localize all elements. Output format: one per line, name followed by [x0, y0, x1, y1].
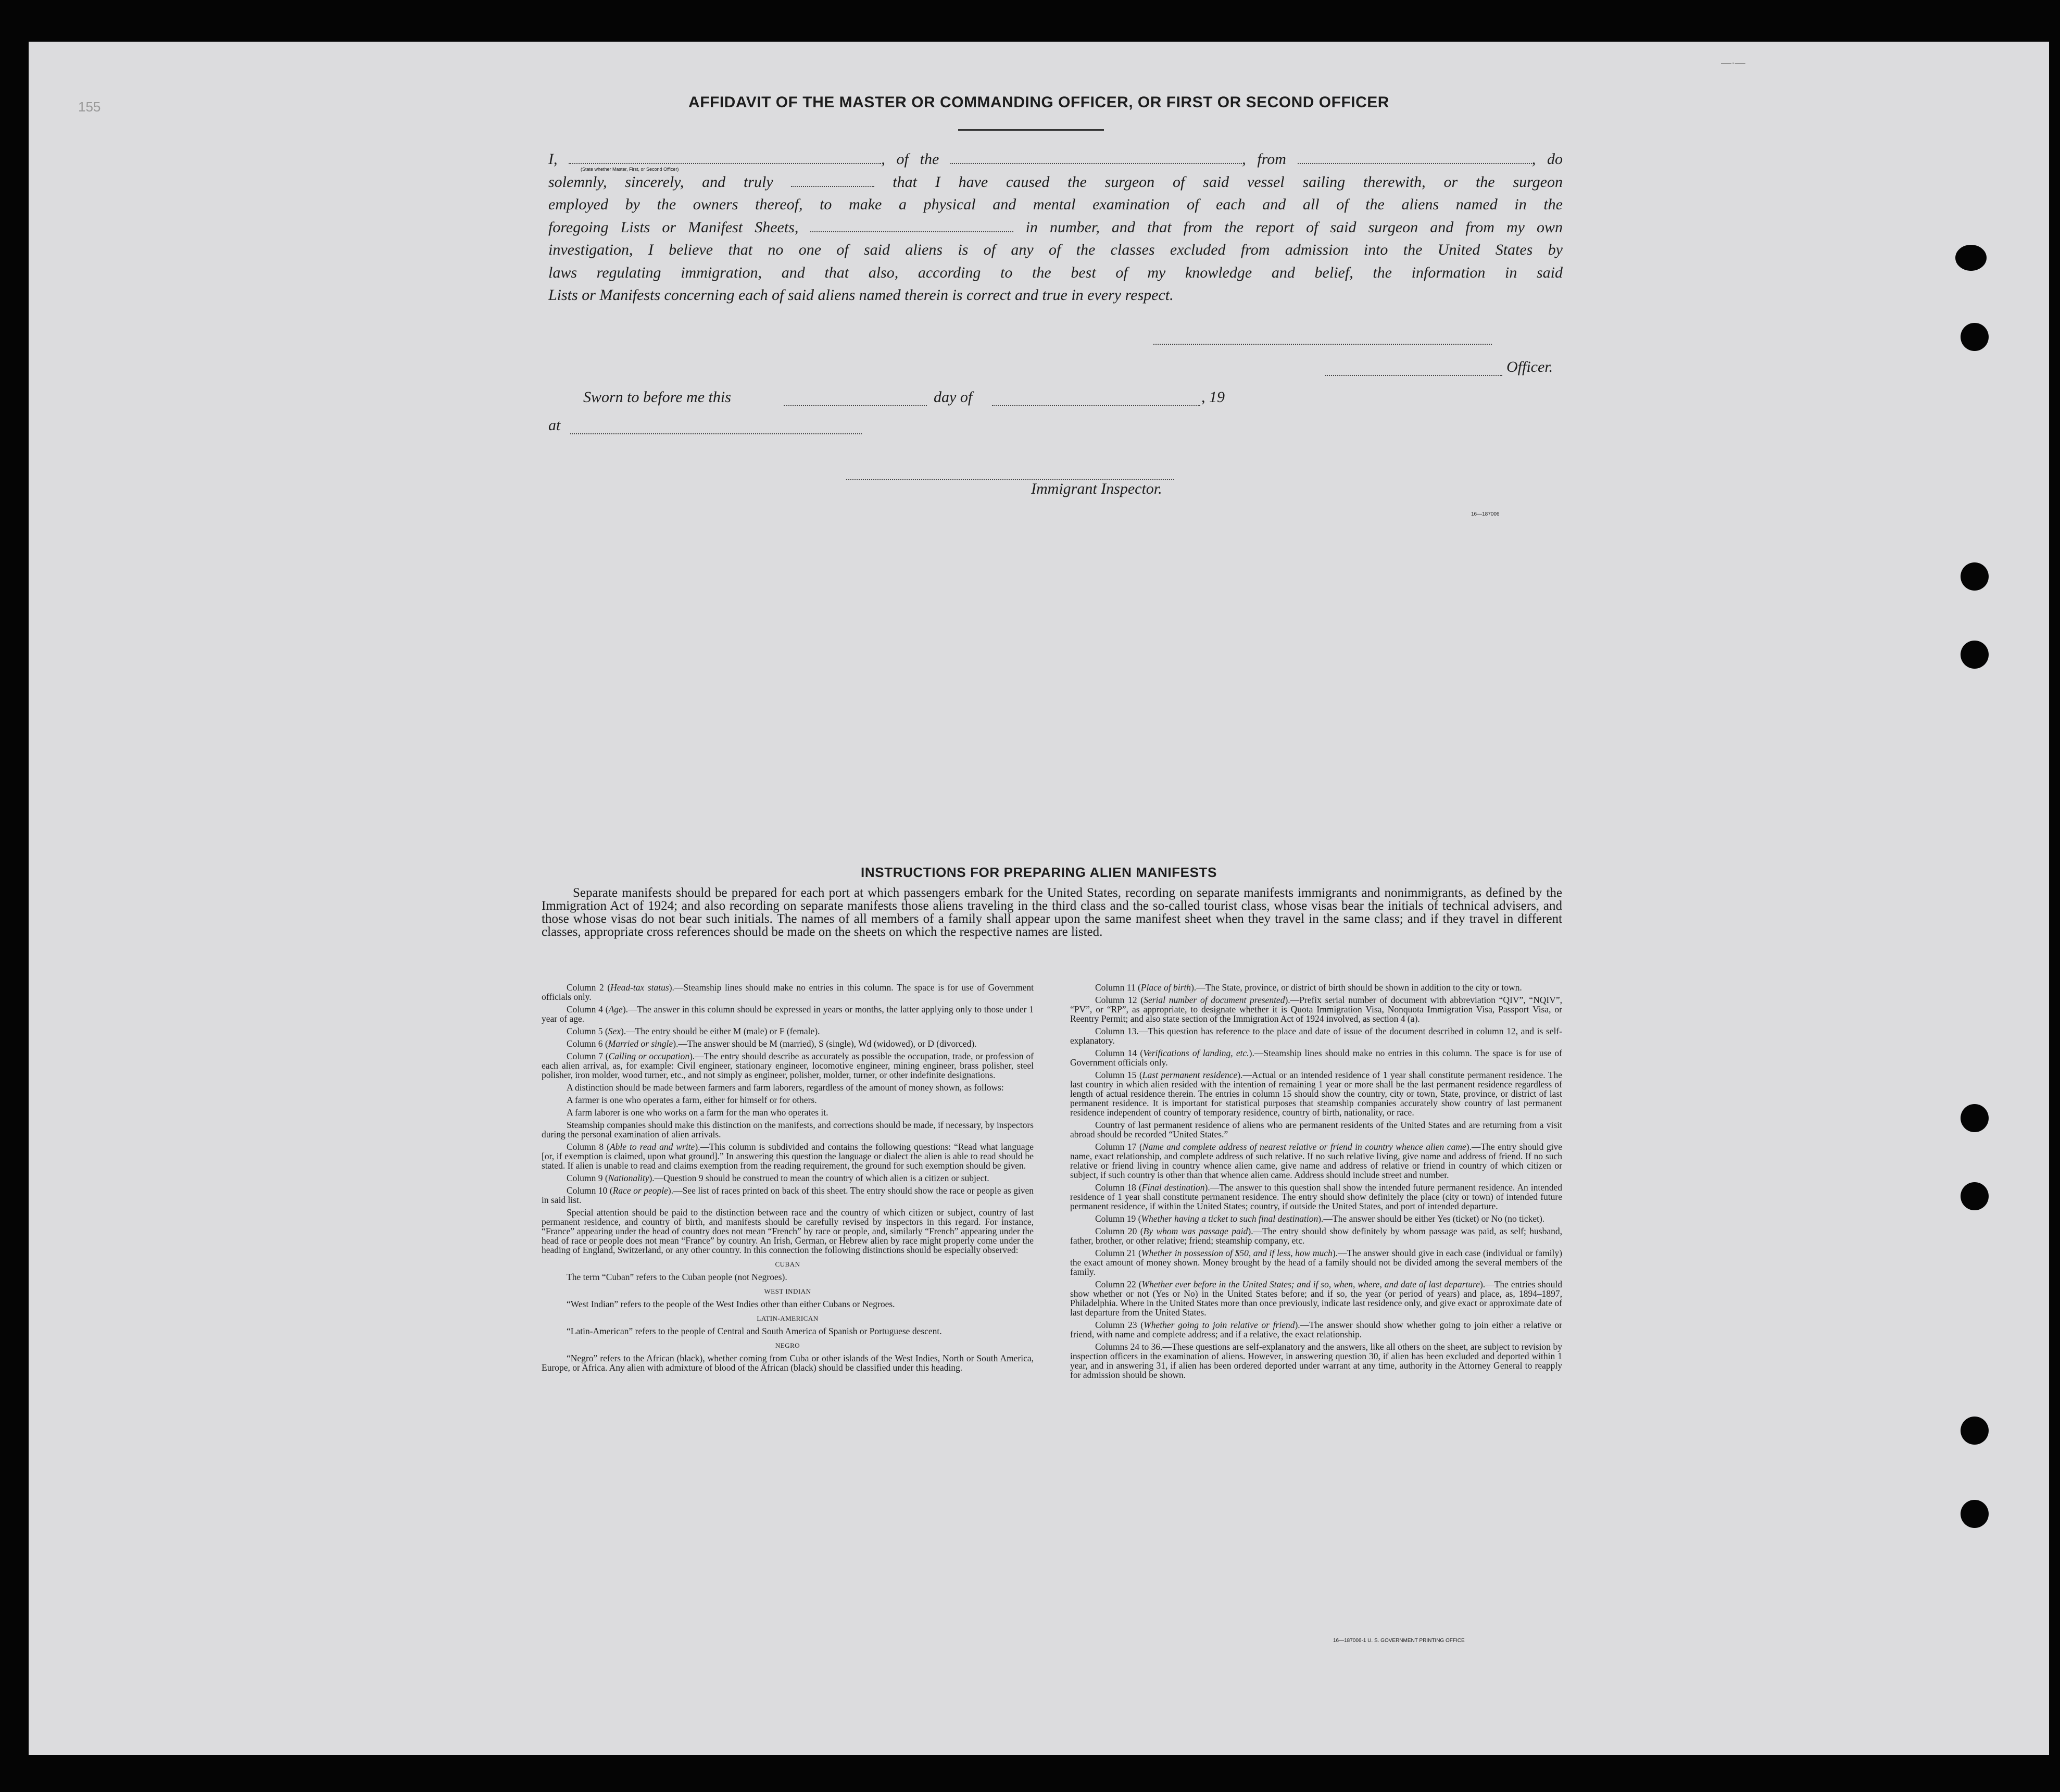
- instruction-rest: Special attention should be paid to the distinction between race and the country of which citizen or subject, country of last permanent residence, and country of birth, and manifests should be carefully revised by inspectors in this regard. For instance, “France” appearing under the head of country does not mean “French” by race or people, and, similarly “French” appearing under the head of race or people does not mean “France” by country. An Irish, German, or Hebrew alien by race might properly come under the heading of England, Switzerland, or any other country. In this connection the following distinctions should be especially observed:: [542, 1207, 1034, 1255]
- punch-hole: [1961, 1182, 1989, 1210]
- sworn-label: Sworn to before me this: [583, 389, 731, 406]
- instruction-lead: Column 21 (: [1095, 1248, 1141, 1258]
- instruction-entry: [542, 1108, 1034, 1117]
- affidavit-word: , do: [1531, 151, 1563, 168]
- instruction-em: Head-tax status: [610, 982, 669, 993]
- corner-mark: —·—: [1721, 57, 1745, 69]
- instruction-entry: [1070, 1226, 1562, 1245]
- officer-type-note: (State whether Master, First, or Second Officer): [581, 167, 679, 172]
- instruction-rest: ).—The entry should describe as accurately as possible the occupation, trade, or profession of each alien arrival, as, for example: Civil engineer, stationary engineer, locomotive engineer, mining engineer, brass polisher, steel polisher, iron molder, wood turner, etc., and not simply as engineer, polisher, molder, turner, or other indefinite designations.: [542, 1051, 1034, 1080]
- vessel-field[interactable]: [950, 149, 1242, 164]
- instruction-lead: Column 9 (: [567, 1173, 608, 1183]
- instruction-em: Whether having a ticket to such final destination: [1141, 1213, 1318, 1224]
- title-rule: [958, 129, 1104, 131]
- punch-hole: [1961, 1417, 1989, 1445]
- race-heading: WEST INDIAN: [764, 1287, 811, 1295]
- affidavit-text: [548, 148, 1563, 307]
- document-page: [29, 42, 2049, 1755]
- instruction-entry: [542, 1026, 1034, 1036]
- instruction-rest: Column 13.—This question has reference to the place and date of issue of the document described in column 12, and is self-explanatory.: [1070, 1026, 1562, 1046]
- instruction-entry: [542, 1005, 1034, 1023]
- instruction-em: Whether in possession of $50, and if less, how much: [1141, 1248, 1333, 1258]
- affidavit-line: laws regulating immigration, and that also, according to the best of my knowledge and belief, the information in said: [548, 264, 1563, 281]
- instruction-em: Place of birth: [1140, 982, 1191, 993]
- instruction-entry: [542, 983, 1034, 1001]
- instruction-rest: ).—Actual or an intended residence of 1 year shall constitute permanent residence. The last country in which alien resided with the intention of remaining 1 year or more shall be the last permanent residence regardless of length of actual residence therein. The entries in column 15 should show the country, city or town, State, province, or district of last permanent residence. It is important for statistical purposes that steamship companies accurately show country of last permanent residence independent of country of temporary residence, country of birth, nationality, or race.: [1070, 1070, 1563, 1118]
- affidavit-line: solemnly, sincerely, and truly: [548, 173, 773, 191]
- instruction-rest: A distinction should be made between farmers and farm laborers, regardless of the amount of money shown, as follows:: [567, 1082, 1004, 1093]
- instruction-entry: [542, 1142, 1034, 1170]
- signature-line[interactable]: [1153, 344, 1492, 345]
- instruction-rest: Country of last permanent residence of aliens who are permanent residents of the United States and are returning from a visit abroad should be recorded “United States.”: [1070, 1120, 1562, 1139]
- instruction-rest: ).—The entry should be either M (male) or F (female).: [621, 1026, 820, 1036]
- instruction-em: By whom was passage paid: [1143, 1226, 1248, 1236]
- instruction-rest: ).—Prefix serial number of document with abbreviation “QIV”, “NQIV”, “PV”, or “RP”, as appropriate, to designate whether it is Quota Immigration Visa, Nonquota Immigration Visa, Passport Visa, or Reentry Permit; and also state section of the Immigration Act of 1924 involved, as section 4 (a).: [1070, 995, 1562, 1024]
- instructions-right-column: [1070, 983, 1562, 1383]
- instruction-em: Sex: [608, 1026, 621, 1036]
- instruction-lead: Column 20 (: [1095, 1226, 1144, 1236]
- race-definition: “West Indian” refers to the people of the West Indies other than either Cubans or Negroes.: [567, 1299, 895, 1309]
- instruction-lead: Column 14 (: [1095, 1048, 1144, 1058]
- instruction-entry: [542, 1120, 1034, 1139]
- form-number: 16—187006: [1471, 511, 1500, 517]
- officer-name-field[interactable]: [569, 149, 881, 164]
- punch-hole: [1961, 641, 1989, 669]
- instruction-entry: [1070, 995, 1562, 1023]
- affidavit-line: employed by the owners thereof, to make a physical and mental examination of each and all of the aliens named in the: [548, 196, 1563, 213]
- at-label: at: [548, 417, 561, 434]
- instruction-em: Last permanent residence: [1142, 1070, 1238, 1080]
- at-place-field[interactable]: [570, 433, 862, 434]
- affidavit-line: investigation, I believe that no one of said aliens is of any of the classes excluded from admission into the United States by: [548, 241, 1563, 258]
- affidavit-word: I,: [548, 151, 558, 168]
- instruction-rest: A farmer is one who operates a farm, either for himself or for others.: [567, 1095, 817, 1105]
- instruction-entry: [542, 1186, 1034, 1205]
- instruction-em: Race or people: [612, 1185, 668, 1196]
- instruction-em: Verifications of landing, etc.: [1143, 1048, 1249, 1058]
- race-heading: NEGRO: [775, 1342, 800, 1349]
- instruction-lead: Column 22 (: [1095, 1279, 1142, 1289]
- instruction-lead: Column 12 (: [1095, 995, 1144, 1005]
- race-definition: The term “Cuban” refers to the Cuban people (not Negroes).: [567, 1272, 787, 1282]
- day-of-label: day of: [934, 389, 973, 406]
- instruction-entry: [1070, 1248, 1562, 1276]
- instruction-em: Name and complete address of nearest relative or friend in country whence alien came: [1142, 1142, 1466, 1152]
- instruction-rest: ).—The entry should show definitely by whom passage was paid, as self; husband, father, brother, or other relative; friend; steamship company, etc.: [1070, 1226, 1562, 1246]
- punch-hole: [1961, 1104, 1989, 1132]
- instruction-entry: [1070, 1070, 1562, 1117]
- instruction-rest: ).—The answer to this question shall show the intended future permanent residence. An intended residence of 1 year shall constitute permanent residence. The entry should show definitely the place (city or town) of intended future permanent residence, if within the United States; country, if outside the United States, and port of intended departure.: [1070, 1182, 1562, 1211]
- instruction-em: Calling or occupation: [608, 1051, 690, 1061]
- instruction-entry: [1070, 1342, 1562, 1380]
- instructions-intro: Separate manifests should be prepared for each port at which passengers embark for the United States, recording on separate manifests immigrants and nonimmigrants, as defined by the Immigration Act of 1924; and also recording on separate manifests those aliens traveling in the third class and the so-called tourist class, whose visas bear the initials of technical advisers, and those whose visas do not bear such initials. The names of all members of a family shall appear upon the same manifest sheet when they travel in the same class; and if they travel in different classes, appropriate cross references should be made on the sheets on which the respective names are listed.: [542, 886, 1562, 939]
- instruction-entry: [542, 1173, 1034, 1183]
- race-definition: “Latin-American” refers to the people of Central and South America of Spanish or Portuguese descent.: [567, 1326, 942, 1336]
- instructions-left-column: [542, 983, 1034, 1375]
- instruction-rest: ).—See list of races printed on back of this sheet. The entry should show the race or people as given in said list.: [542, 1185, 1034, 1205]
- instruction-entry: [1070, 1280, 1562, 1317]
- instruction-em: Age: [608, 1004, 623, 1014]
- instruction-lead: Column 11 (: [1095, 982, 1141, 993]
- instruction-entry: [1070, 1320, 1562, 1339]
- instruction-rest: ).—Question 9 should be construed to mean the country of which alien is a citizen or subject.: [649, 1173, 989, 1183]
- instruction-entry: [542, 1039, 1034, 1048]
- instruction-lead: Column 19 (: [1095, 1213, 1141, 1224]
- punch-hole: [1961, 1500, 1989, 1528]
- instruction-lead: Column 7 (: [567, 1051, 609, 1061]
- port-field[interactable]: [1298, 149, 1532, 164]
- instruction-rest: ).—Steamship lines should make no entries in this column. The space is for use of Government officials only.: [1070, 1048, 1562, 1068]
- instruction-rest: ).—This column is subdivided and contains the following questions: “Read what language [or, if exemption is claimed, upon what ground].” In answering this question the language or dialect the alien is able to read should be stated. If alien is unable to read and claims exemption from the reading requirement, the ground for such exemption should be given.: [542, 1142, 1034, 1171]
- sheet-count-field[interactable]: [810, 218, 1013, 232]
- instruction-lead: Column 10 (: [567, 1185, 613, 1196]
- instruction-lead: Column 18 (: [1095, 1182, 1142, 1193]
- instruction-rest: ).—The State, province, or district of birth should be shown in addition to the city or town.: [1191, 982, 1522, 993]
- instruction-entry: [1070, 1183, 1562, 1211]
- printing-office-footer: 16—187006-1 U. S. GOVERNMENT PRINTING OFFICE: [1333, 1638, 1465, 1644]
- instruction-lead: Column 23 (: [1095, 1320, 1144, 1330]
- affidavit-word: , of the: [881, 151, 939, 168]
- affidavit-line: foregoing Lists or Manifest Sheets,: [548, 218, 799, 236]
- instruction-rest: ).—The answer should be M (married), S (single), Wd (widowed), or D (divorced).: [673, 1038, 977, 1049]
- instruction-lead: Column 2 (: [567, 982, 611, 993]
- instruction-rest: Columns 24 to 36.—These questions are self-explanatory and the answers, like all others on the sheet, are subject to revision by inspection officers in the examination of aliens. However, in answering question 30, if alien has been excluded and deported within 1 year, and in answering 31, if alien has been ordered deported under warrant at any time, authority in the Attorney General to reapply for admission should be shown.: [1070, 1342, 1562, 1380]
- affidavit-title: AFFIDAVIT OF THE MASTER OR COMMANDING OFFICER, OR FIRST OR SECOND OFFICER: [688, 94, 1389, 111]
- instruction-em: Nationality: [608, 1173, 649, 1183]
- race-heading: LATIN-AMERICAN: [757, 1314, 819, 1322]
- affidavit-line: that I have caused the surgeon of said vessel sailing therewith, or the surgeon: [893, 173, 1563, 191]
- instruction-entry: [542, 1051, 1034, 1080]
- instruction-entry: [1070, 1214, 1562, 1223]
- punch-hole: [1961, 562, 1989, 591]
- instruction-entry: [1070, 1048, 1562, 1067]
- inspector-label: Immigrant Inspector.: [1031, 480, 1162, 497]
- instruction-rest: ).—The answer in this column should be expressed in years or months, the latter applying only to those under 1 year of age.: [542, 1004, 1034, 1024]
- instruction-rest: ).—The answer should show whether going to join either a relative or friend, with name and complete address; and if a relative, the exact relationship.: [1070, 1320, 1562, 1339]
- margin-mark: 155: [78, 99, 101, 115]
- oath-field[interactable]: [791, 172, 874, 187]
- instruction-rest: ).—Steamship lines should make no entries in this column. The space is for use of Government officials only.: [542, 982, 1034, 1002]
- instruction-rest: ).—The entry should give name, exact relationship, and complete address of such relative. If no such relative living, give name and address of friend. If no such relative or friend living in country whence alien came, give name and address of relative or friend in country of which citizen or subject, if such country is other than that whence alien came. Address should include street and number.: [1070, 1142, 1562, 1180]
- race-definition: “Negro” refers to the African (black), whether coming from Cuba or other islands of the West Indies, North or South America, Europe, or Africa. Any alien with admixture of blood of the African (black) should be classified under this heading.: [542, 1353, 1034, 1373]
- instruction-em: Serial number of document presented: [1144, 995, 1285, 1005]
- instruction-entry: [542, 1083, 1034, 1092]
- instruction-em: Whether going to join relative or friend: [1144, 1320, 1295, 1330]
- instruction-entry: [1070, 1026, 1562, 1045]
- affidavit-line: Lists or Manifests concerning each of said aliens named therein is correct and true in every respect.: [548, 286, 1174, 304]
- instruction-lead: Column 8 (: [567, 1142, 610, 1152]
- instruction-em: Final destination: [1141, 1182, 1205, 1193]
- sworn-day-field[interactable]: [784, 405, 927, 406]
- instruction-entry: [542, 1208, 1034, 1255]
- punch-hole: [1955, 245, 1987, 271]
- instruction-rest: ).—The entries should show whether or not (Yes or No) in the United States before; and if so, the year (or period of years) and place, as, 1894–1897, Philadelphia. Where in the United States more than once previously, indicate last residence only, and give exact or approximate date of last departure from the United States.: [1070, 1279, 1562, 1318]
- race-heading: CUBAN: [775, 1260, 800, 1268]
- instruction-lead: Column 5 (: [567, 1026, 608, 1036]
- instruction-lead: Column 17 (: [1095, 1142, 1142, 1152]
- instruction-rest: ).—The answer should give in each case (individual or family) the exact amount of money shown. Money brought by the head of a family should not be divided among the several members of the family.: [1070, 1248, 1562, 1277]
- instruction-em: Whether ever before in the United States; and if so, when, where, and date of last departure: [1141, 1279, 1480, 1289]
- officer-label: Officer.: [1506, 358, 1553, 375]
- instruction-entry: [542, 1095, 1034, 1105]
- year-label: , 19: [1201, 389, 1225, 406]
- instructions-title: INSTRUCTIONS FOR PREPARING ALIEN MANIFESTS: [861, 864, 1217, 880]
- instruction-rest: A farm laborer is one who works on a farm for the man who operates it.: [567, 1107, 828, 1118]
- affidavit-word: , from: [1242, 151, 1286, 168]
- instruction-lead: Column 15 (: [1095, 1070, 1142, 1080]
- instruction-entry: [1070, 983, 1562, 992]
- instruction-entry: [1070, 1120, 1562, 1139]
- instruction-lead: Column 4 (: [567, 1004, 609, 1014]
- instruction-lead: Column 6 (: [567, 1038, 608, 1049]
- instruction-rest: ).—The answer should be either Yes (ticket) or No (no ticket).: [1318, 1213, 1545, 1224]
- affidavit-line: in number, and that from the report of said surgeon and from my own: [1025, 218, 1563, 236]
- instruction-em: Married or single: [608, 1038, 673, 1049]
- instruction-em: Able to read and write: [609, 1142, 695, 1152]
- officer-line[interactable]: [1325, 375, 1502, 376]
- punch-hole: [1961, 323, 1989, 351]
- sworn-month-field[interactable]: [992, 405, 1200, 406]
- instruction-entry: [1070, 1142, 1562, 1180]
- instruction-rest: Steamship companies should make this distinction on the manifests, and corrections should be made, if necessary, by inspectors during the personal examination of alien arrivals.: [542, 1120, 1034, 1139]
